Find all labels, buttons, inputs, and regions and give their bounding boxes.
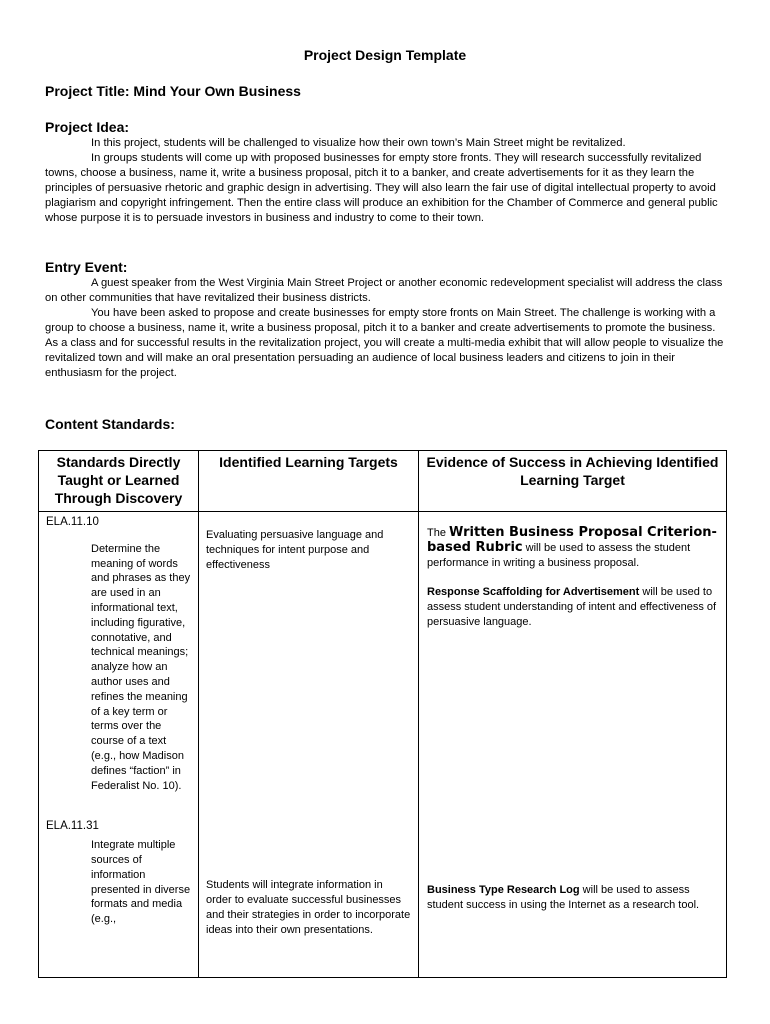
evidence-paragraph [427, 585, 719, 629]
evidence-text: will be used to assess student success in using the Internet as a research tool. [427, 883, 700, 911]
entry-event-paragraph: A guest speaker from the West Virginia Main Street Project or another economic redevelopment specialist will address the class on other communities that have revitalized their business districts. [45, 277, 723, 304]
learning-target: Students will integrate information in order to evaluate successful businesses and their strategies in order to incorporate ideas into their own presentations. [206, 879, 411, 936]
project-title: Project Title: Mind Your Own Business [45, 83, 301, 99]
evidence-text: will be used to assess student understanding of intent and effectiveness of persuasive language. [427, 586, 717, 628]
evidence-text: will be used to assess the student performance in writing a business proposal. [427, 541, 691, 569]
project-idea-heading: Project Idea: [45, 119, 130, 135]
standard-code: ELA.11.10 [46, 516, 99, 528]
standard-code: ELA.11.31 [46, 820, 99, 833]
target-cell [199, 512, 419, 978]
header-evidence: Evidence of Success in Achieving Identified Learning Target [419, 451, 727, 512]
rubric-name: Written Business Proposal Criterion-based Rubric [427, 525, 717, 555]
project-idea-paragraph: In this project, students will be challenged to visualize how their own town’s Main Street might be revitalized. [91, 137, 626, 149]
standard-description: Integrate multiple sources of information presented in diverse formats and media (e.g., [91, 839, 191, 926]
standards-table [38, 450, 727, 978]
evidence-paragraph [427, 526, 719, 570]
table-header-row [39, 451, 727, 512]
header-learning-targets: Identified Learning Targets [199, 451, 419, 512]
evidence-paragraph [427, 883, 719, 913]
scaffolding-name: Response Scaffolding for Advertisement [427, 586, 640, 599]
table-row [39, 512, 727, 978]
project-idea-paragraph: In groups students will come up with proposed businesses for empty store fronts. They will research successfully revitalized towns, choose a business, name it, write a business proposal, pitch it to a banker, and create advertisements for it as they learn the principles of persuasive rhetoric and graphic design in advertising. They will also learn the fair use of digital intellectual property to avoid plagiarism and copyright infringement. Then the entire class will produce an exhibition for the Chamber of Commerce and general public whose purpose it is to persuade investors in business and industry to come to their town. [45, 152, 718, 224]
header-standards: Standards Directly Taught or Learned Through Discovery [39, 451, 199, 512]
entry-event-heading: Entry Event: [45, 259, 128, 275]
research-log-name: Business Type Research Log [427, 883, 580, 896]
entry-event-text [45, 276, 727, 381]
evidence [420, 513, 725, 912]
learning-target: Evaluating persuasive language and techniques for intent purpose and effectiveness [206, 529, 384, 571]
standard-cell [39, 512, 199, 978]
project-idea-text [45, 136, 727, 226]
evidence-text: The [427, 527, 450, 539]
page-title: Project Design Template [303, 47, 467, 63]
standard-description: Determine the meaning of words and phrases as they are used in an informational text, including figurative, connotative, and technical meanings; analyze how an author uses and refines the meaning of a key term or terms over the course of a text (e.g., how Madison defines “faction” in Federalist No. 10). [91, 542, 191, 792]
evidence-cell [419, 512, 727, 978]
entry-event-paragraph: You have been asked to propose and create businesses for empty store fronts on Main Street. The challenge is working with a group to choose a business, name it, write a business proposal, pitch it to a banker and create advertisements to promote the business. As a class and for successful results in the revitalization project, you will create a multi-media exhibit that will allow people to visualize the revitalized town and will make an oral presentation persuading an audience of local business leaders and citizens to join in their enthusiasm for the project. [45, 307, 724, 379]
content-standards-heading: Content Standards: [45, 416, 175, 432]
